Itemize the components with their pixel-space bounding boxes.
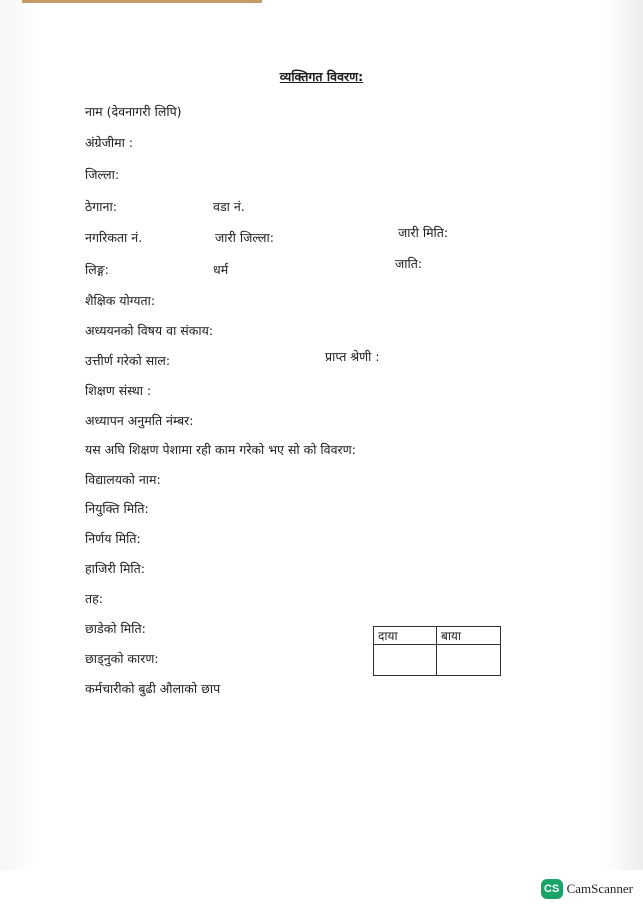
field-caste: जाति: [395,256,423,271]
field-gender: लिङ्ग: [85,262,109,277]
thumb-right-header: दाया [374,627,437,645]
field-decision-date: निर्णय मिति: [85,531,141,546]
field-passed-year: उत्तीर्ण गरेको साल: [85,353,171,368]
thumbprint-table [373,626,501,676]
field-issue-district: जारी जिल्ला: [215,230,274,245]
page-title: व्यक्तिगत विवरण: [279,69,364,84]
field-level: तह: [85,591,103,606]
field-appointment-date: नियुक्ति मिति: [85,501,149,516]
field-district: जिल्ला: [85,167,120,182]
field-education: शैक्षिक योग्यता: [85,293,156,308]
field-license-no: अध्यापन अनुमति नंम्बर: [85,413,194,428]
field-prior-experience: यस अघि शिक्षण पेशामा रही काम गरेको भए सो को विवरण: [85,442,356,457]
field-issue-date: जारी मिति: [398,225,449,240]
field-name-english: अंग्रेजीमा : [85,135,134,150]
camscanner-watermark [541,878,633,900]
field-address: ठेगाना: [85,199,117,214]
field-name-devanagari: नाम (देवनागरी लिपि) [85,104,182,119]
field-school-name: विद्यालयको नाम: [85,472,161,487]
scan-edge [22,0,262,3]
camscanner-text: CamScanner [566,881,633,896]
thumb-left-box [436,645,500,676]
field-thumbprint: कर्मचारीको बुढी औलाको छाप [85,681,221,696]
field-citizenship-no: नगरिकता नं. [85,230,143,245]
thumb-left-header: बाया [436,627,500,645]
field-leaving-date: छाडेको मिति: [85,621,146,636]
field-religion: धर्म [213,262,229,277]
camscanner-logo-icon: CS [541,879,563,899]
field-institution: शिक्षण संस्था : [85,383,152,398]
field-study-subject: अध्ययनको विषय वा संकाय: [85,323,214,338]
field-attendance-date: हाजिरी मिति: [85,561,145,576]
field-division: प्राप्त श्रेणी : [325,349,380,364]
field-ward-no: वडा नं. [213,199,245,214]
thumb-right-box [374,645,437,676]
field-leaving-reason: छाड्नुको कारण: [85,651,159,666]
